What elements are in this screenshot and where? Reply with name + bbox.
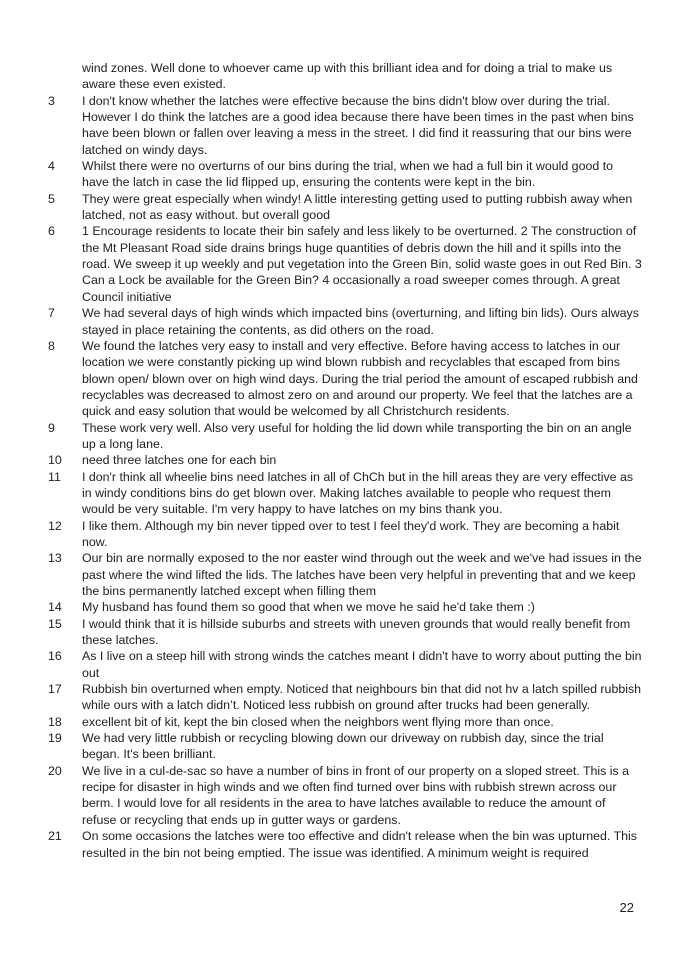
list-item bbox=[48, 714, 648, 730]
item-text: I would think that it is hillside suburbs and streets with uneven grounds that would really benefit from these latches. bbox=[82, 616, 631, 648]
item-number: 11 bbox=[48, 469, 61, 484]
list-item bbox=[48, 828, 648, 861]
item-text: Rubbish bin overturned when empty. Noticed that neighbours bin that did not hv a latch spilled rubbish while ours with a latch didn’t. Noticed less rubbish on ground after trucks had been generally. bbox=[82, 682, 642, 713]
item-text: Whilst there were no overturns of our bins during the trial, when we had a full bin it would good to have the latch in case the lid flipped up, ensuring the contents were kept in the bin. bbox=[82, 159, 614, 190]
list-item bbox=[48, 616, 648, 649]
item-text: On some occasions the latches were too effective and didn't release when the bin was upturned. This resulted in the bin not being emptied. The issue was identified. A minimum weight is required bbox=[82, 829, 637, 860]
item-number: 8 bbox=[48, 338, 55, 353]
item-number: 15 bbox=[48, 616, 62, 631]
item-text: They were great especially when windy! A little interesting getting used to putting rubbish away when latched, not as easy without. but overall good bbox=[82, 191, 633, 223]
list-item bbox=[48, 223, 648, 305]
item-number: 19 bbox=[48, 731, 62, 746]
list-item bbox=[48, 763, 648, 828]
item-text: I don't know whether the latches were effective because the bins didn't blow over during the trial. However I do think the latches are a good idea because there have been times in the past when bins have been blown or fallen over leaving a mess in the street. I did find it reassuring that our bins were latched on windy days. bbox=[82, 93, 634, 157]
list-item bbox=[48, 452, 648, 468]
list-item bbox=[48, 469, 648, 518]
list-item bbox=[48, 158, 648, 191]
item-text: We had very little rubbish or recycling blowing down our driveway on rubbish day, since the trial began. It's been brilliant. bbox=[82, 731, 604, 762]
list-item bbox=[48, 648, 648, 681]
continuation-text: wind zones. Well done to whoever came up with this brilliant idea and for doing a trial to make us aware these even existed. bbox=[82, 61, 613, 92]
item-text: We had several days of high winds which impacted bins (overturning, and lifting bin lids). Ours always stayed in place retaining the contents, as did others on the road. bbox=[82, 306, 639, 337]
list-item bbox=[48, 93, 648, 158]
item-text: We found the latches very easy to install and very effective. Before having access to latches in our location we were constantly picking up wind blown rubbish and recyclables that escaped from bins blown open/ blown over on high wind days. During the trial period the amount of escaped rubbish and recyclables was decreased to almost zero on and around our property. We feel that the latches are a quick and easy solution that would be welcomed by all Christchurch residents. bbox=[82, 338, 638, 419]
response-list bbox=[48, 60, 648, 861]
item-text: excellent bit of kit, kept the bin closed when the neighbors went flying more than once. bbox=[82, 714, 554, 729]
list-item bbox=[48, 305, 648, 338]
item-number: 3 bbox=[48, 93, 55, 108]
item-text: My husband has found them so good that when we move he said he'd take them :) bbox=[82, 600, 535, 615]
list-item bbox=[48, 681, 648, 714]
item-text: Our bin are normally exposed to the nor easter wind through out the week and we've had issues in the past where the wind lifted the lids. The latches have been very helpful in preventing that and we keep the bins permanently latched except when filling them bbox=[82, 551, 642, 598]
list-item bbox=[48, 191, 648, 224]
item-number: 12 bbox=[48, 518, 62, 533]
list-item bbox=[48, 730, 648, 763]
item-text: These work very well. Also very useful for holding the lid down while transporting the bin on an angle up a long lane. bbox=[82, 420, 632, 451]
list-item bbox=[48, 338, 648, 420]
item-text: 1 Encourage residents to locate their bin safely and less likely to be overturned. 2 The construction of the Mt Pleasant Road side drains brings huge quantities of debris down the hill and it spills into the road. We sweep it up weekly and put vegetation into the Green Bin, solid waste goes in out Red Bin. 3 Can a Lock be available for the Green Bin? 4 occasionally a road sweeper comes through. A great Council initiative bbox=[82, 224, 642, 304]
item-number: 6 bbox=[48, 224, 55, 239]
page-number: 22 bbox=[619, 900, 634, 915]
item-number: 13 bbox=[48, 551, 62, 566]
item-text: need three latches one for each bin bbox=[82, 453, 277, 468]
list-item bbox=[48, 420, 648, 453]
item-number: 4 bbox=[48, 159, 55, 174]
item-number: 14 bbox=[48, 600, 62, 615]
item-number: 7 bbox=[48, 306, 55, 321]
list-item bbox=[48, 518, 648, 551]
list-item bbox=[48, 550, 648, 599]
item-number: 18 bbox=[48, 714, 62, 729]
item-number: 9 bbox=[48, 420, 55, 435]
item-number: 10 bbox=[48, 453, 62, 468]
item-number: 21 bbox=[48, 829, 62, 844]
item-number: 16 bbox=[48, 649, 62, 664]
item-number: 17 bbox=[48, 682, 62, 697]
item-text: We live in a cul-de-sac so have a number of bins in front of our property on a sloped street. This is a recipe for disaster in high winds and we often find turned over bins with rubbish strewn across our berm. I would love for all residents in the area to have latches available to reduce the amount of refuse or recycling that ends up in gutter ways or gardens. bbox=[82, 763, 630, 827]
item-text: I like them. Although my bin never tipped over to test I feel they'd work. They are becoming a habit now. bbox=[82, 518, 620, 549]
item-number: 5 bbox=[48, 191, 55, 206]
item-text: As I live on a steep hill with strong winds the catches meant I didn't have to worry about putting the bin out bbox=[82, 649, 642, 680]
item-number: 20 bbox=[48, 763, 62, 778]
list-item bbox=[48, 599, 648, 615]
item-text: I don'r think all wheelie bins need latches in all of ChCh but in the hill areas they are very effective as in windy conditions bins do get blown over. Making latches available to people who request them would be very suitable. I'm very happy to have latches on my bins thank you. bbox=[82, 469, 634, 517]
